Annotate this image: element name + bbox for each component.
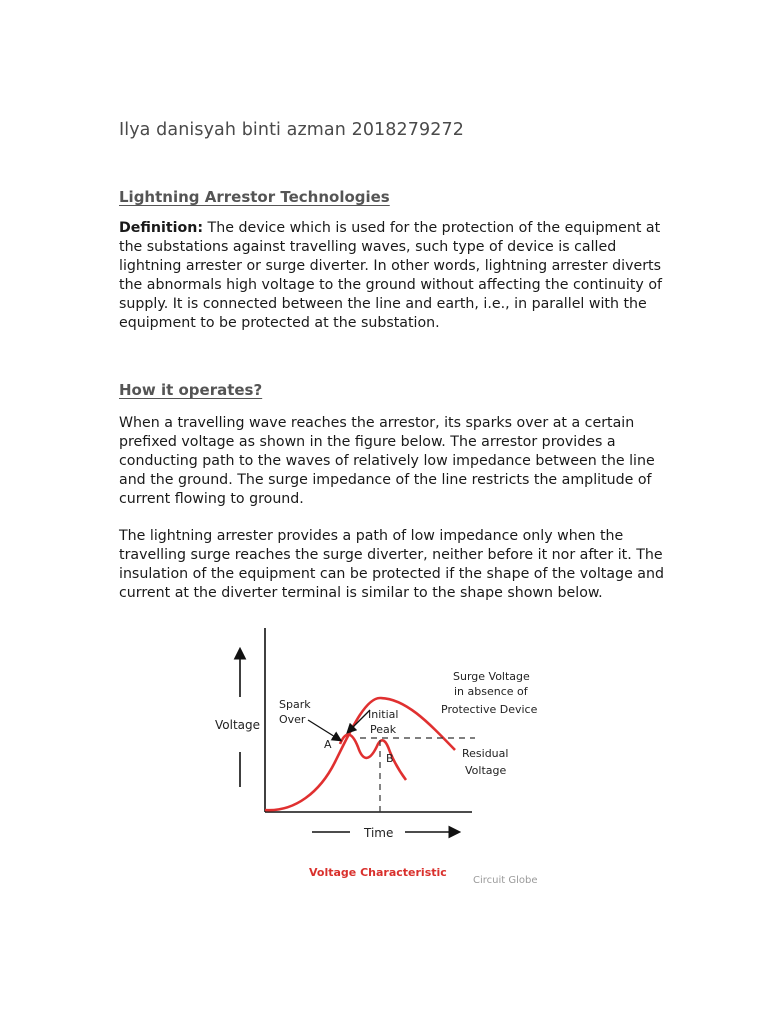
surge-label-line2: in absence of xyxy=(454,685,528,698)
residual-voltage-curve xyxy=(340,735,406,780)
surge-label-line1: Surge Voltage xyxy=(453,670,530,683)
spark-label: Spark xyxy=(279,698,311,711)
point-a-label: A xyxy=(324,738,332,751)
operation-paragraph-2: The lightning arrester provides a path of low impedance only when the travelling surge reaches the surge diverter, neither before it nor after it. The insulation of the equipment can be protected if the shape of the voltage and current at the diverter terminal is similar to the shape shown below. xyxy=(119,528,664,601)
residual-label-line1: Residual xyxy=(462,747,509,760)
x-axis-label: Time xyxy=(364,826,394,840)
definition-label: Definition: xyxy=(119,220,204,236)
section-title-technologies: Lightning Arrestor Technologies xyxy=(119,188,390,206)
spark-over-arrow-icon xyxy=(308,720,340,740)
y-axis-label: Voltage xyxy=(215,718,261,732)
definition-text: The device which is used for the protection of the equipment at the substations against travelling waves, such type of device is called lightning arrester or surge diverter. In other words, lightning arrester diverts the abnormals high voltage to the ground without affecting the continuity of supply. It is connected between the line and earth, i.e., in parallel with the equipment to be protected at the substation. xyxy=(119,220,663,331)
figure-caption: Voltage Characteristic xyxy=(309,866,447,879)
initial-peak-arrow-icon xyxy=(348,710,370,732)
voltage-characteristic-figure xyxy=(200,622,560,892)
point-b-label: B xyxy=(386,752,394,765)
author-line: Ilya danisyah binti azman 2018279272 xyxy=(119,120,464,140)
section-title-operation: How it operates? xyxy=(119,381,263,399)
initial-label: Initial xyxy=(368,708,399,721)
residual-label-line2: Voltage xyxy=(465,764,507,777)
figure-watermark: Circuit Globe xyxy=(473,875,538,886)
over-label: Over xyxy=(279,713,306,726)
definition-paragraph xyxy=(119,219,679,333)
operation-paragraph-1: When a travelling wave reaches the arrestor, its sparks over at a certain prefixed voltage as shown in the figure below. The arrestor provides a conducting path to the waves of relatively low impedance between the line and the ground. The surge impedance of the line restricts the amplitude of current flowing to ground. xyxy=(119,415,655,507)
peak-label: Peak xyxy=(370,723,397,736)
surge-label-line3: Protective Device xyxy=(441,703,538,716)
